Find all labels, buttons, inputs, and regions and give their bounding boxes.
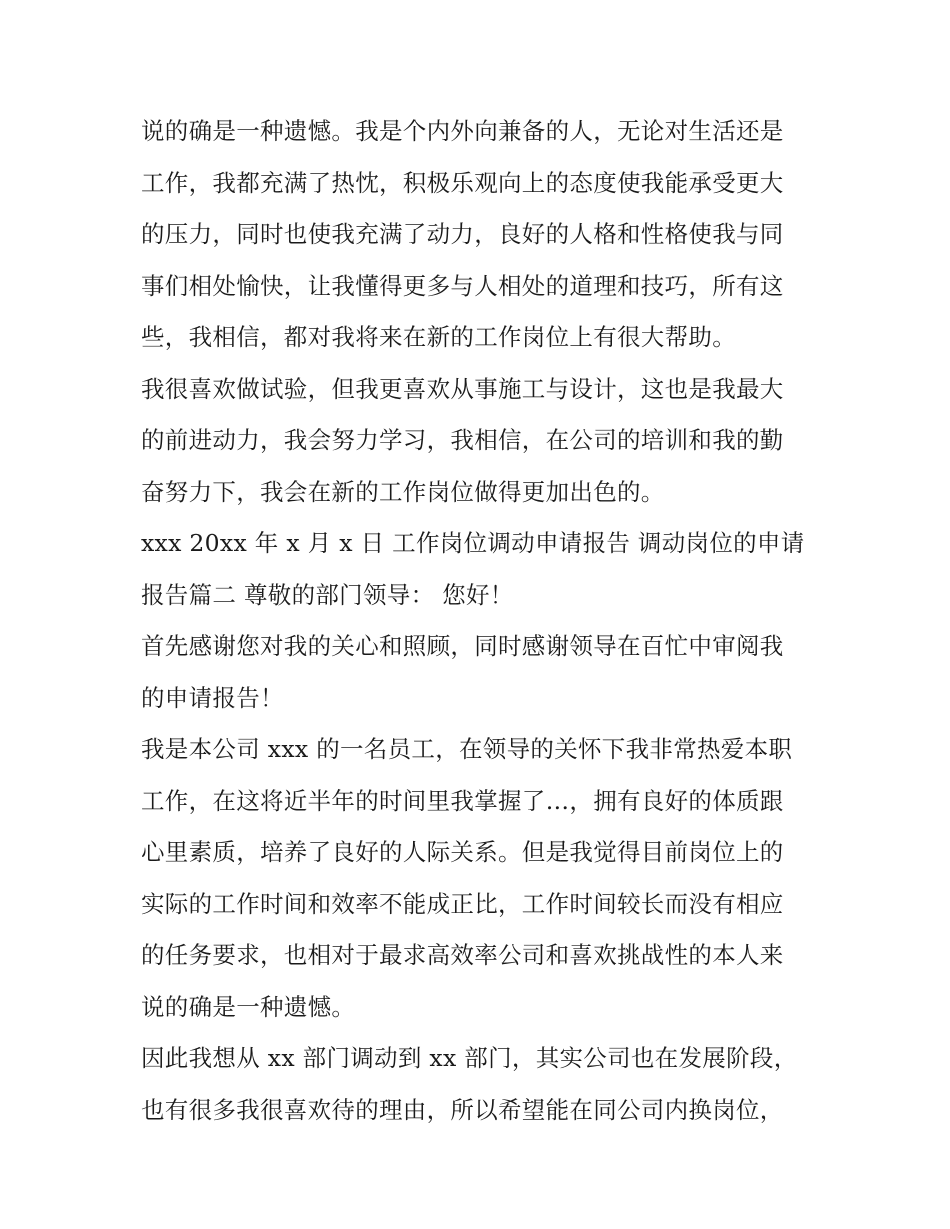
paragraph-2 xyxy=(141,364,821,519)
text-line: 工作，我都充满了热忱，积极乐观向上的态度使我能承受更大 xyxy=(141,168,784,197)
text-line: 的压力，同时也使我充满了动力，良好的人格和性格使我与同 xyxy=(141,220,784,248)
text-line: 因此我想从 xx 部门调动到 xx 部门，其实公司也在发展阶段， xyxy=(141,1044,798,1072)
text-line: 说的确是一种遗憾。 xyxy=(141,992,356,1021)
text-line: 我很喜欢做试验，但我更喜欢从事施工与设计，这也是我最大 xyxy=(141,374,784,403)
document-body xyxy=(141,106,821,1136)
text-line: xxx 20xx 年 x 月 x 日 工作岗位调动申请报告 调动岗位的申请 xyxy=(141,529,805,557)
paragraph-6 xyxy=(141,1033,821,1136)
text-line: 工作，在这将近半年的时间里我掌握了…，拥有良好的体质跟 xyxy=(141,786,784,815)
text-line: 我是本公司 xxx 的一名员工，在领导的关怀下我非常热爱本职 xyxy=(141,735,793,763)
paragraph-4 xyxy=(141,621,821,724)
text-line: 首先感谢您对我的关心和照顾，同时感谢领导在百忙中审阅我 xyxy=(141,632,784,660)
text-line: 也有很多我很喜欢待的理由，所以希望能在同公司内换岗位， xyxy=(141,1095,784,1124)
text-line: 些，我相信，都对我将来在新的工作岗位上有很大帮助。 xyxy=(141,323,736,351)
text-line: 的前进动力，我会努力学习，我相信，在公司的培训和我的勤 xyxy=(141,426,784,454)
text-line: 心里素质，培养了良好的人际关系。但是我觉得目前岗位上的 xyxy=(141,838,784,866)
text-line: 实际的工作时间和效率不能成正比，工作时间较长而没有相应 xyxy=(141,889,784,918)
paragraph-5 xyxy=(141,724,821,1033)
text-line: 事们相处愉快，让我懂得更多与人相处的道理和技巧，所有这 xyxy=(141,271,784,300)
text-line: 的申请报告！ xyxy=(141,683,284,712)
paragraph-1 xyxy=(141,106,821,364)
text-line: 报告篇二 尊敬的部门领导： 您好！ xyxy=(141,580,514,609)
paragraph-3 xyxy=(141,518,821,621)
text-line: 的任务要求，也相对于最求高效率公司和喜欢挑战性的本人来 xyxy=(141,941,784,969)
text-line: 说的确是一种遗憾。我是个内外向兼备的人，无论对生活还是 xyxy=(141,117,784,145)
text-line: 奋努力下，我会在新的工作岗位做得更加出色的。 xyxy=(141,477,665,506)
